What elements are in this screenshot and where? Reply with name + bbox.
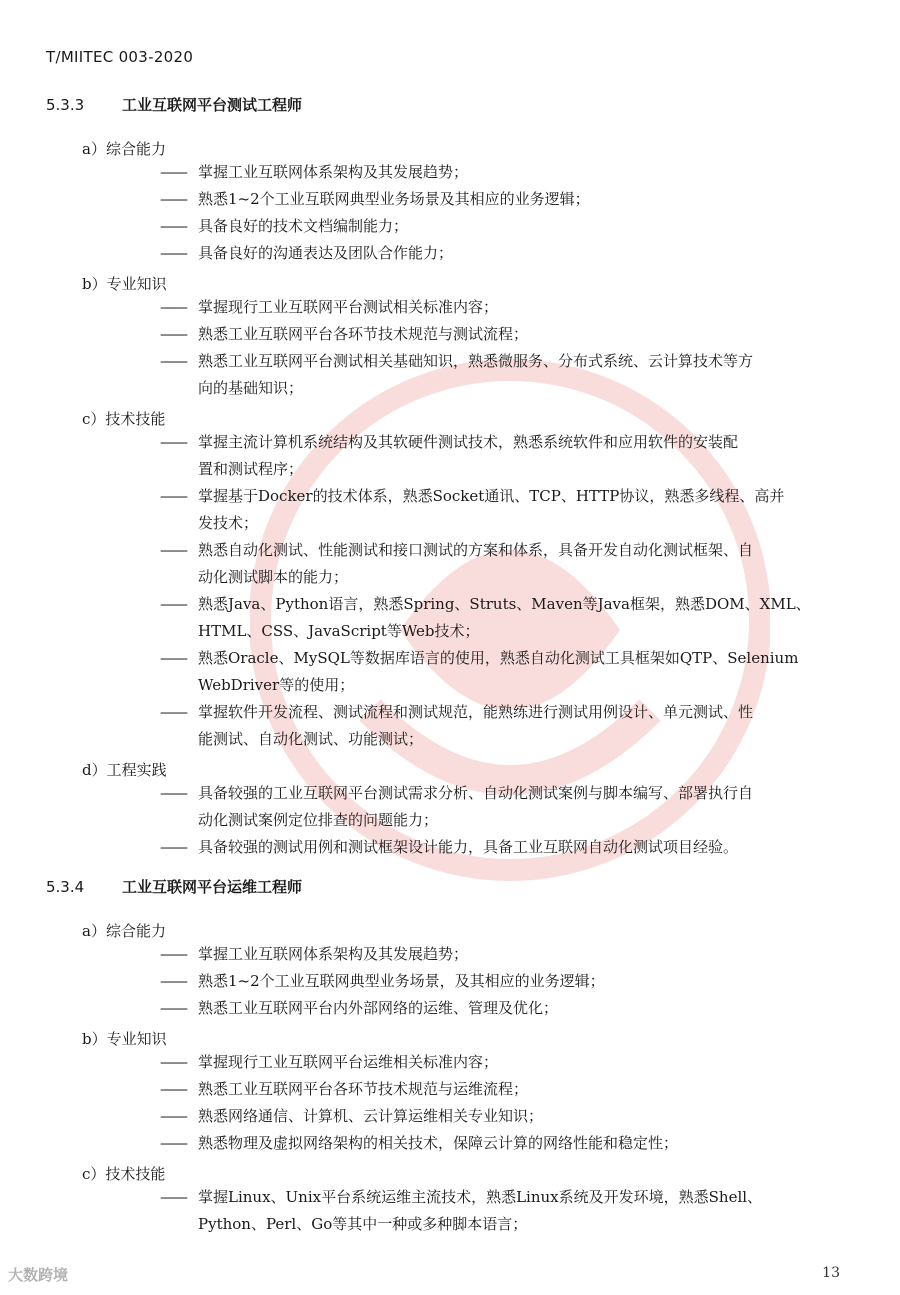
list-item-continuation: 能测试、自动化测试、功能测试； [198,730,424,748]
list-item-continuation: Python、Perl、Go等其中一种或多种脚本语言； [198,1215,528,1233]
dash-marker: —— [160,433,186,451]
list-item-text: 熟悉1~2个工业互联网典型业务场景及其相应的业务逻辑； [198,190,590,208]
dash-marker: —— [160,1053,186,1071]
dash-marker: —— [160,838,186,856]
subsection-label: c）技术技能 [82,1165,166,1183]
section-heading-text: 工业互联网平台运维工程师 [122,878,303,896]
subsection-label: c）技术技能 [82,410,166,428]
section-heading-text: 工业互联网平台测试工程师 [122,96,303,114]
list-item-text: 熟悉网络通信、计算机、云计算运维相关专业知识； [198,1107,544,1125]
dash-marker: —— [160,1107,186,1125]
dash-marker: —— [160,595,186,613]
list-item-continuation: WebDriver等的使用； [198,676,355,694]
list-item-text: 掌握软件开发流程、测试流程和测试规范，能熟练进行测试用例设计、单元测试、性 [198,703,754,721]
list-item-text: 熟悉工业互联网平台各环节技术规范与测试流程； [198,325,529,343]
dash-marker: —— [160,325,186,343]
list-item-text: 熟悉Java、Python语言，熟悉Spring、Struts、Maven等Java框架，熟悉DOM、XML、 [198,595,811,613]
list-item-text: 掌握现行工业互联网平台运维相关标准内容； [198,1053,499,1071]
list-item-text: 熟悉自动化测试、性能测试和接口测试的方案和体系，具备开发自动化测试框架、自 [198,541,754,559]
list-item-text: 熟悉Oracle、MySQL等数据库语言的使用，熟悉自动化测试工具框架如QTP、Selenium [198,649,799,667]
section-number: 5.3.4 [46,878,85,896]
list-item [160,1049,860,1076]
list-item [160,645,860,699]
list-item-continuation: 向的基础知识； [198,379,304,397]
list-item [160,1184,860,1238]
dash-marker: —— [160,972,186,990]
list-item [160,240,860,267]
subsection-label: b）专业知识 [82,1030,167,1048]
list-item [160,1130,860,1157]
list-item [160,591,860,645]
page-number: 13 [822,1265,840,1281]
list-item-text: 熟悉工业互联网平台测试相关基础知识，熟悉微服务、分布式系统、云计算技术等方 [198,352,754,370]
list-item [160,348,860,402]
dash-marker: —— [160,1134,186,1152]
dash-marker: —— [160,1188,186,1206]
dash-marker: —— [160,487,186,505]
dash-marker: —— [160,163,186,181]
dash-marker: —— [160,190,186,208]
dash-marker: —— [160,244,186,262]
list-item-text: 掌握Linux、Unix平台系统运维主流技术，熟悉Linux系统及开发环境，熟悉Shell、 [198,1188,763,1206]
list-item-text: 掌握工业互联网体系架构及其发展趋势； [198,163,469,181]
subsection-label: a）综合能力 [82,922,166,940]
list-item [160,995,860,1022]
subsection-label: a）综合能力 [82,140,166,158]
list-item-text: 熟悉工业互联网平台内外部网络的运维、管理及优化； [198,999,559,1017]
list-item-continuation: 动化测试案例定位排查的问题能力； [198,811,439,829]
list-item [160,834,860,861]
list-item [160,159,860,186]
list-item-text: 掌握基于Docker的技术体系，熟悉Socket通讯、TCP、HTTP协议，熟悉多线程、高并 [198,487,785,505]
list-item [160,186,860,213]
corner-logo: 大数跨境 [8,1266,69,1284]
list-item-continuation: 发技术； [198,514,259,532]
list-item [160,968,860,995]
list-item [160,537,860,591]
list-item-text: 熟悉1~2个工业互联网典型业务场景，及其相应的业务逻辑； [198,972,605,990]
list-item-continuation: HTML、CSS、JavaScript等Web技术； [198,622,480,640]
list-item [160,213,860,240]
list-item-text: 掌握现行工业互联网平台测试相关标准内容； [198,298,499,316]
list-item-text: 具备较强的测试用例和测试框架设计能力，具备工业互联网自动化测试项目经验。 [198,838,739,856]
list-item-text: 掌握主流计算机系统结构及其软硬件测试技术，熟悉系统软件和应用软件的安装配 [198,433,739,451]
list-item [160,1103,860,1130]
list-item [160,699,860,753]
dash-marker: —— [160,703,186,721]
list-item-text: 具备较强的工业互联网平台测试需求分析、自动化测试案例与脚本编写、部署执行自 [198,784,754,802]
list-item [160,941,860,968]
dash-marker: —— [160,217,186,235]
section-title [46,94,302,115]
subsection-label: d）工程实践 [82,761,167,779]
section-number: 5.3.3 [46,96,85,114]
list-item-text: 具备良好的沟通表达及团队合作能力； [198,244,454,262]
list-item-continuation: 置和测试程序； [198,460,304,478]
list-item-text: 熟悉物理及虚拟网络架构的相关技术，保障云计算的网络性能和稳定性； [198,1134,679,1152]
list-item-text: 掌握工业互联网体系架构及其发展趋势； [198,945,469,963]
dash-marker: —— [160,999,186,1017]
list-item [160,780,860,834]
list-item [160,321,860,348]
list-item-text: 具备良好的技术文档编制能力； [198,217,409,235]
list-item [160,294,860,321]
dash-marker: —— [160,298,186,316]
list-item [160,1076,860,1103]
list-item-continuation: 动化测试脚本的能力； [198,568,349,586]
list-item [160,429,860,483]
dash-marker: —— [160,1080,186,1098]
document-header: T/MIITEC 003-2020 [46,48,194,66]
dash-marker: —— [160,649,186,667]
subsection-label: b）专业知识 [82,275,167,293]
section-title [46,876,302,897]
dash-marker: —— [160,541,186,559]
dash-marker: —— [160,352,186,370]
list-item-text: 熟悉工业互联网平台各环节技术规范与运维流程； [198,1080,529,1098]
dash-marker: —— [160,945,186,963]
list-item [160,483,860,537]
dash-marker: —— [160,784,186,802]
